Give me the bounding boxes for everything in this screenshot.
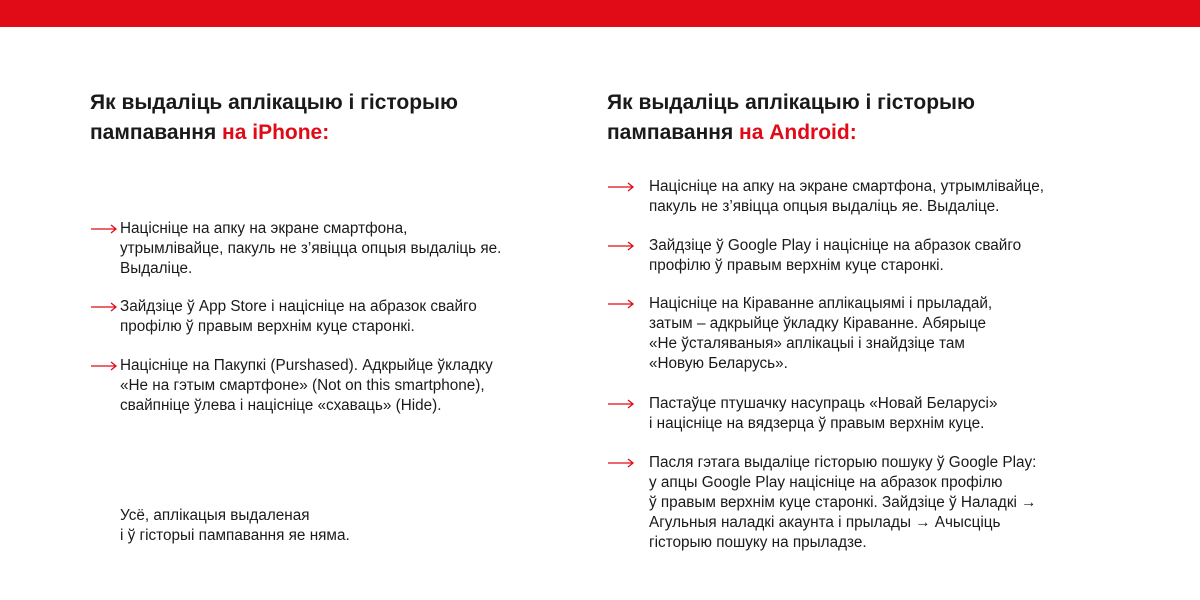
arrow-right-icon bbox=[90, 360, 118, 372]
iphone-heading-line1: Як выдаліць аплікацыю і гісторыю bbox=[90, 91, 458, 114]
step-text-line: гісторыю пошуку на прыладзе. bbox=[649, 534, 867, 551]
arrow-right-icon bbox=[607, 240, 635, 252]
android-step-1 bbox=[607, 177, 1044, 217]
step-text-line: Пастаўце птушачку насупраць «Новай Беларусі» bbox=[649, 395, 998, 412]
step-text-line: Зайдзіце ў Google Play і націсніце на абразок свайго bbox=[649, 237, 1022, 254]
top-accent-bar bbox=[0, 0, 1200, 27]
step-text-line: пакуль не з’явіцца опцыя выдаліць яе. Выдаліце. bbox=[649, 198, 1000, 215]
step-text-line: у апцы Google Play націсніце на абразок профілю bbox=[649, 474, 1003, 491]
summary-line: і ў гісторыі пампавання яе няма. bbox=[120, 527, 350, 544]
step-text-line: «Не ўсталяваныя» аплікацыі і знайдзіце там bbox=[649, 335, 965, 352]
android-heading bbox=[607, 88, 975, 148]
android-heading-line1: Як выдаліць аплікацыю і гісторыю bbox=[607, 91, 975, 114]
step-text-line: і націсніце на вядзерца ў правым верхнім куце. bbox=[649, 415, 985, 432]
step-text-line: Націсніце на Кіраванне аплікацыямі і прыладай, bbox=[649, 295, 993, 312]
iphone-heading-prefix: пампавання bbox=[90, 121, 223, 144]
arrow-right-icon bbox=[90, 301, 118, 313]
step-text-line: утрымлівайце, пакуль не з’явіцца опцыя выдаліць яе. bbox=[120, 240, 502, 257]
arrow-right-icon bbox=[607, 181, 635, 193]
android-heading-prefix: пампавання bbox=[607, 121, 740, 144]
step-text-line: Выдаліце. bbox=[120, 260, 193, 277]
step-text-line: свайпніце ўлева і націсніце «схаваць» (Hide). bbox=[120, 397, 442, 414]
step-text-line: профілю ў правым верхнім куце старонкі. bbox=[120, 318, 415, 335]
step-text-line: Націсніце на Пакупкі (Purshased). Адкрыйце ўкладку bbox=[120, 357, 493, 374]
iphone-heading-accent: на iPhone: bbox=[222, 121, 330, 144]
iphone-summary bbox=[120, 506, 350, 546]
step-text-line: Націсніце на апку на экране смартфона, bbox=[120, 220, 408, 237]
step-text-line: затым – адкрыйце ўкладку Кіраванне. Абярыце bbox=[649, 315, 987, 332]
step-text-line: Націсніце на апку на экране смартфона, утрымлівайце, bbox=[649, 178, 1044, 195]
step-text-line: профілю ў правым верхнім куце старонкі. bbox=[649, 257, 944, 274]
step-text-line: Зайдзіце ў App Store і націсніце на абразок свайго bbox=[120, 298, 477, 315]
iphone-step-2 bbox=[90, 297, 477, 337]
iphone-heading bbox=[90, 88, 458, 148]
arrow-right-icon bbox=[607, 298, 635, 310]
step-text-line: Агульныя наладкі акаунта і прылады → Ачысціць bbox=[649, 514, 1001, 531]
summary-line: Усё, аплікацыя выдаленая bbox=[120, 507, 310, 524]
step-text-line: «Не на гэтым смартфоне» (Not on this smartphone), bbox=[120, 377, 485, 394]
android-step-2 bbox=[607, 236, 1021, 276]
arrow-right-icon bbox=[607, 398, 635, 410]
step-text-line: ў правым верхнім куце старонкі. Зайдзіце ў Наладкі → bbox=[649, 494, 1037, 511]
iphone-step-1 bbox=[90, 219, 501, 279]
iphone-step-3 bbox=[90, 356, 493, 416]
step-text-line: Пасля гэтага выдаліце гісторыю пошуку ў Google Play: bbox=[649, 454, 1037, 471]
android-step-5 bbox=[607, 453, 1036, 553]
arrow-right-icon bbox=[90, 223, 118, 235]
arrow-right-icon bbox=[607, 457, 635, 469]
step-text-line: «Новую Беларусь». bbox=[649, 355, 788, 372]
android-step-3 bbox=[607, 294, 992, 374]
android-step-4 bbox=[607, 394, 997, 434]
android-heading-accent: на Android: bbox=[739, 121, 857, 144]
